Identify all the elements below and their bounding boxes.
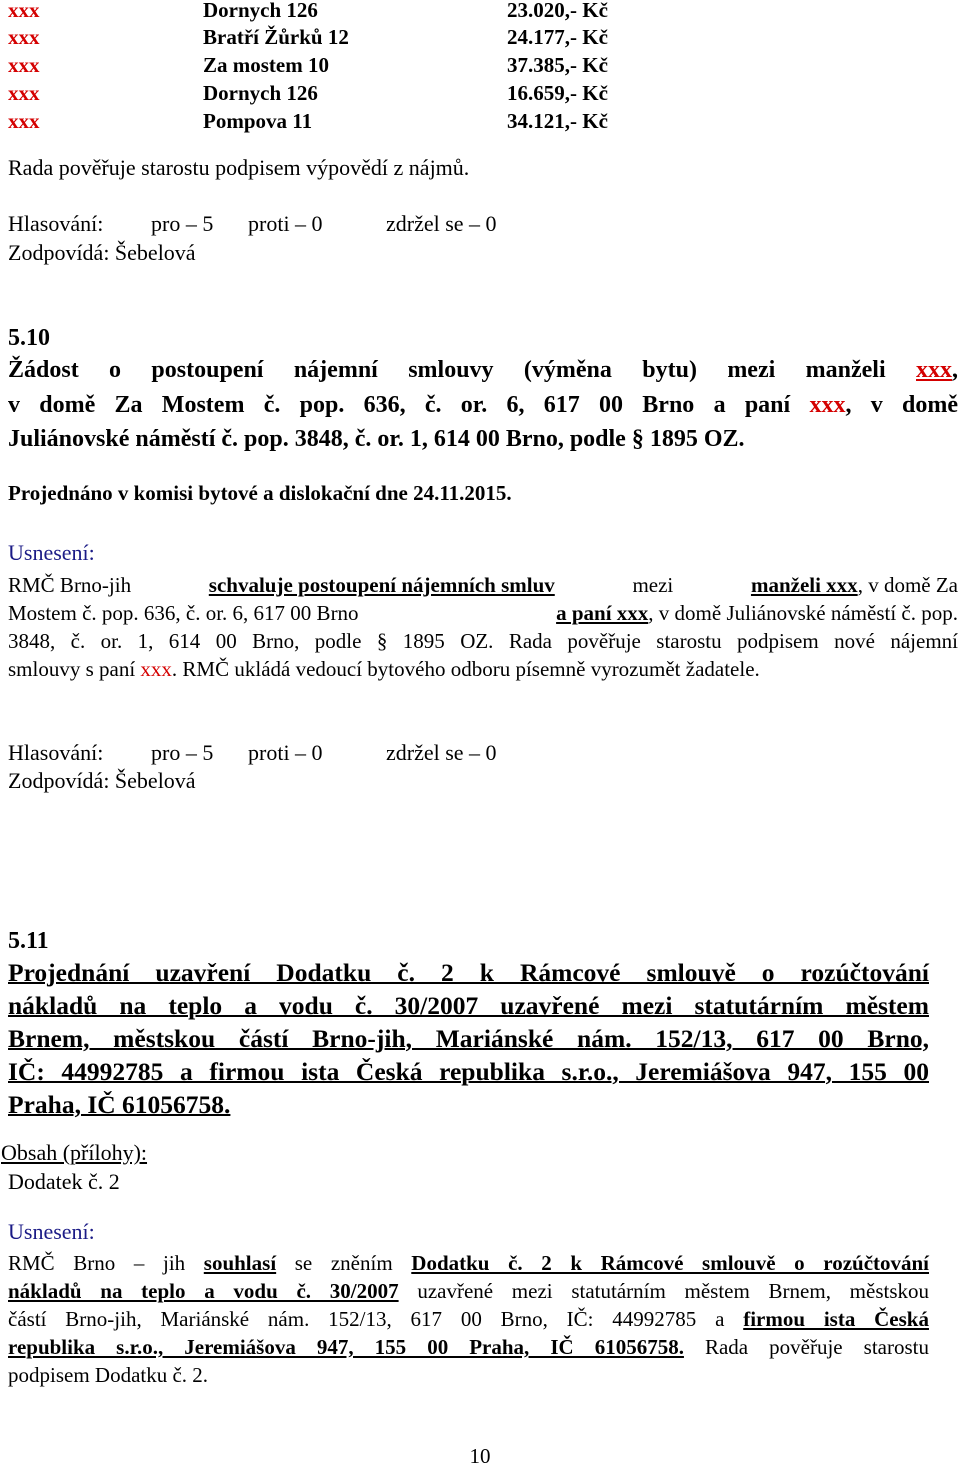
- section-title-line: Žádost o postoupení nájemní smlouvy (výměna bytu) mezi manželi xxx,: [8, 357, 958, 383]
- vote-label: Hlasování:: [8, 211, 104, 236]
- section-title-line: IČ: 44992785 a firmou ista Česká republika s.r.o., Jeremiášova 947, 155 00: [8, 1057, 929, 1086]
- obsah-label: Obsah (přílohy):: [1, 1140, 148, 1165]
- responsible: Zodpovídá: Šebelová: [8, 768, 196, 793]
- vote-proti: proti – 0: [248, 740, 323, 765]
- rent-address: Pompova 11: [203, 109, 313, 133]
- rent-address: Dornych 126: [203, 81, 318, 105]
- resolution-line: Mostem č. pop. 636, č. or. 6, 617 00 Brno a paní xxx, v domě Juliánovské náměstí č. pop.: [8, 601, 958, 625]
- responsible: Zodpovídá: Šebelová: [8, 240, 196, 265]
- rent-name: xxx: [8, 109, 40, 133]
- section-title-line: Juliánovské náměstí č. pop. 3848, č. or. 1, 614 00 Brno, podle § 1895 OZ.: [8, 426, 745, 452]
- usneseni-label: Usnesení:: [8, 540, 95, 565]
- resolution-line: smlouvy s paní xxx. RMČ ukládá vedoucí bytového odboru písemně vyrozumět žadatele.: [8, 657, 760, 681]
- projednano: Projednáno v komisi bytové a dislokační dne 24.11.2015.: [8, 481, 512, 505]
- section-title-line: nákladů na teplo a vodu č. 30/2007 uzavřené mezi statutárním městem: [8, 991, 929, 1020]
- resolution-line: 3848, č. or. 1, 614 00 Brno, podle § 1895 OZ. Rada pověřuje starostu podpisem nové nájemní: [8, 629, 958, 653]
- rent-name: xxx: [8, 0, 40, 22]
- section-number: 5.10: [8, 325, 50, 351]
- vote-label: Hlasování:: [8, 740, 104, 765]
- rent-address: Dornych 126: [203, 0, 318, 22]
- resolution-line: republika s.r.o., Jeremiášova 947, 155 00 Praha, IČ 61056758. Rada pověřuje starostu: [8, 1335, 929, 1359]
- section-title-line: Brnem, městskou částí Brno-jih, Mariánské nám. 152/13, 617 00 Brno,: [8, 1024, 929, 1053]
- obsah-item: Dodatek č. 2: [8, 1169, 120, 1194]
- vote-pro: pro – 5: [151, 211, 214, 236]
- rent-amount: 24.177,- Kč: [507, 25, 608, 49]
- rent-amount: 23.020,- Kč: [507, 0, 608, 22]
- vote-line: [8, 211, 497, 237]
- resolution-line: nákladů na teplo a vodu č. 30/2007 uzavřené mezi statutárním městem Brnem, městskou: [8, 1279, 930, 1303]
- vote-line: [8, 740, 497, 766]
- rent-amount: 34.121,- Kč: [507, 109, 608, 133]
- usneseni-label: Usnesení:: [8, 1219, 95, 1244]
- rent-address: Za mostem 10: [203, 53, 329, 77]
- vote-abstain: zdržel se – 0: [386, 740, 497, 765]
- rent-name: xxx: [8, 53, 40, 77]
- section-title-line: Projednání uzavření Dodatku č. 2 k Rámcové smlouvě o rozúčtování: [8, 958, 929, 987]
- resolution-line: RMČ Brno – jih souhlasí se zněním Dodatku č. 2 k Rámcové smlouvě o rozúčtování: [8, 1251, 930, 1275]
- resolution-line: částí Brno-jih, Mariánské nám. 152/13, 617 00 Brno, IČ: 44992785 a firmou ista Česká: [8, 1307, 929, 1331]
- page-number: 10: [469, 1444, 491, 1468]
- rent-name: xxx: [8, 25, 40, 49]
- vote-proti: proti – 0: [248, 211, 323, 236]
- rent-address: Bratří Žůrků 12: [203, 25, 349, 49]
- section-title-line: Praha, IČ 61056758.: [8, 1090, 231, 1119]
- rent-amount: 37.385,- Kč: [507, 53, 608, 77]
- rada-line: Rada pověřuje starostu podpisem výpovědí z nájmů.: [8, 155, 470, 180]
- vote-abstain: zdržel se – 0: [386, 211, 497, 236]
- section-number: 5.11: [8, 928, 49, 954]
- resolution-line: podpisem Dodatku č. 2.: [8, 1363, 209, 1387]
- rent-name: xxx: [8, 81, 40, 105]
- vote-pro: pro – 5: [151, 740, 214, 765]
- rent-amount: 16.659,- Kč: [507, 81, 608, 105]
- section-title-line: v domě Za Mostem č. pop. 636, č. or. 6, 617 00 Brno a paní xxx, v domě: [8, 392, 958, 418]
- resolution-line: RMČ Brno-jih schvaluje postoupení nájemních smluv mezi manželi xxx, v domě Za: [8, 573, 958, 597]
